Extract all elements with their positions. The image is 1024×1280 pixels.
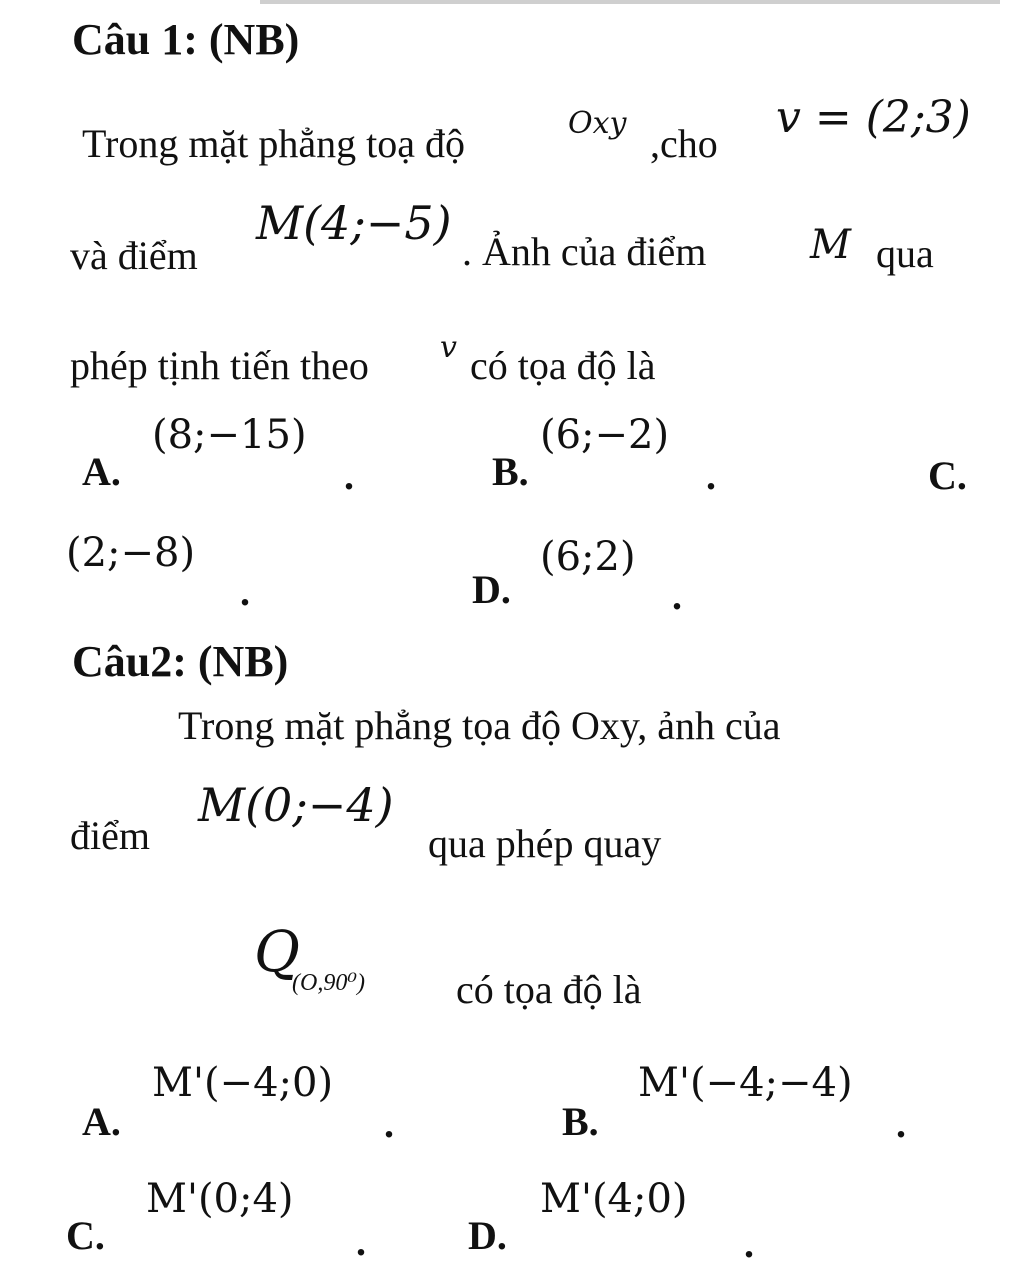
q1-line3-v: v <box>440 330 457 365</box>
q2-option-a-label: A. <box>82 1099 121 1144</box>
q1-option-a-value: (8;−15) <box>152 412 307 458</box>
q1-option-d-dot: . <box>672 573 682 618</box>
q2-point-m: M(0;−4) <box>198 778 394 832</box>
q1-option-c-label: C. <box>928 453 967 498</box>
q2-line2-text: điểm <box>70 813 150 858</box>
top-divider <box>260 0 1000 4</box>
q2-option-d-label: D. <box>468 1213 507 1258</box>
q1-line2-qua: qua <box>876 231 934 276</box>
q2-line3-rest: có tọa độ là <box>456 967 642 1012</box>
q2-option-b-value: M'(−4;−4) <box>638 1060 853 1106</box>
q2-heading: Câu2: (NB) <box>72 637 289 686</box>
q1-option-d-value: (6;2) <box>540 534 636 580</box>
q1-option-b-value: (6;−2) <box>540 412 670 458</box>
q1-option-a-dot: . <box>344 453 354 498</box>
q2-option-c-value: M'(0;4) <box>146 1176 294 1222</box>
q1-line2-rest: . Ảnh của điểm <box>462 229 707 274</box>
q1-option-a-label: A. <box>82 449 121 494</box>
q1-line2-text: và điểm <box>70 233 198 278</box>
q1-option-c-value: (2;−8) <box>66 530 196 576</box>
q2-option-c-label: C. <box>66 1213 105 1258</box>
q1-line1-text: Trong mặt phẳng toạ độ <box>82 121 465 166</box>
q1-point-m: M(4;−5) <box>256 196 452 250</box>
q2-option-b-dot: . <box>896 1101 906 1146</box>
q2-option-b-label: B. <box>562 1099 599 1144</box>
q2-option-a-dot: . <box>384 1101 394 1146</box>
q2-option-c-dot: . <box>356 1219 366 1264</box>
q2-rotation-q: Q <box>254 920 300 985</box>
q1-line3-text: phép tịnh tiến theo <box>70 343 369 388</box>
q1-option-d-label: D. <box>472 567 511 612</box>
q1-option-b-dot: . <box>706 453 716 498</box>
q1-line2-m: M <box>810 222 851 268</box>
q1-line3-rest: có tọa độ là <box>470 343 656 388</box>
q1-heading: Câu 1: (NB) <box>72 15 300 64</box>
q2-rotation-sub: (O,90⁰) <box>292 970 365 996</box>
q1-vector-expr: v = (2;3) <box>776 92 971 143</box>
q2-line1-text: Trong mặt phẳng tọa độ Oxy, ảnh của <box>178 703 781 748</box>
q2-option-a-value: M'(−4;0) <box>152 1060 334 1106</box>
q1-oxy: Oxy <box>568 106 627 141</box>
q2-line2-rest: qua phép quay <box>428 821 662 866</box>
q2-option-d-dot: . <box>744 1221 754 1266</box>
q2-option-d-value: M'(4;0) <box>540 1176 688 1222</box>
q1-option-c-dot: . <box>240 569 250 614</box>
q1-cho: ,cho <box>650 121 718 166</box>
q1-option-b-label: B. <box>492 449 529 494</box>
